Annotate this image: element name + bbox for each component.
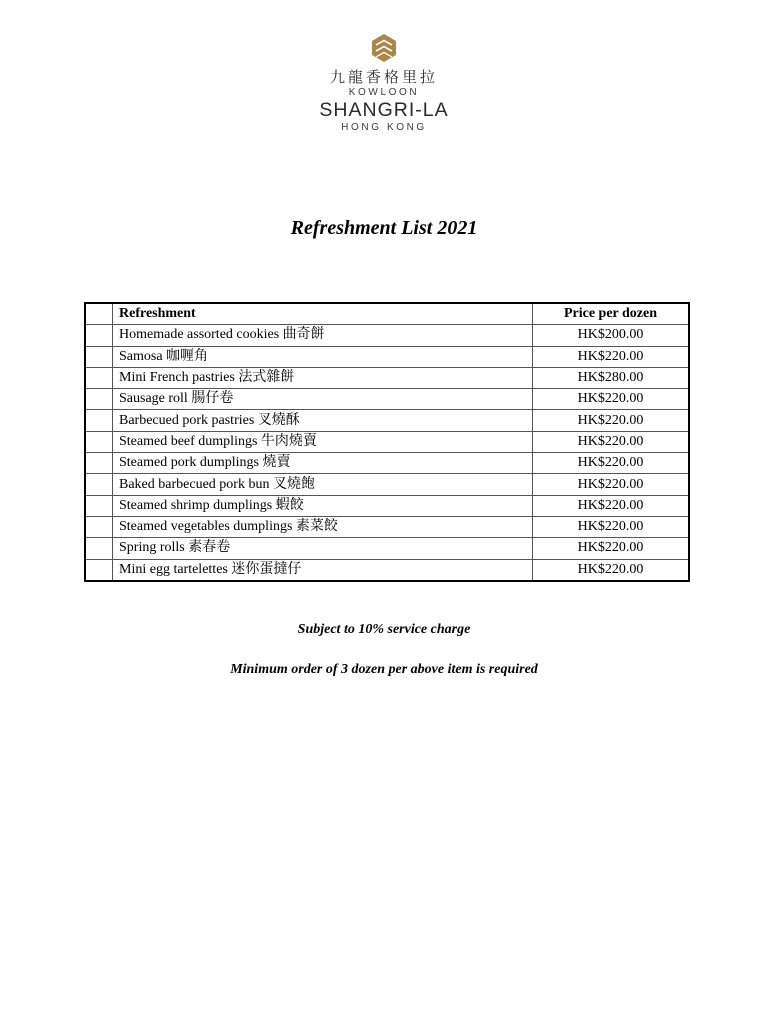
table-row — [85, 495, 689, 516]
row-blank-cell — [85, 453, 113, 474]
table-row — [85, 559, 689, 581]
row-blank-cell — [85, 346, 113, 367]
refreshment-name: Barbecued pork pastries 叉燒酥 — [113, 410, 533, 431]
refreshment-name: Sausage roll 腸仔卷 — [113, 389, 533, 410]
table-row — [85, 325, 689, 346]
table-row — [85, 346, 689, 367]
row-blank-cell — [85, 367, 113, 388]
refreshment-name: Mini French pastries 法式雜餅 — [113, 367, 533, 388]
row-blank-cell — [85, 495, 113, 516]
table-row — [85, 389, 689, 410]
refreshment-price: HK$220.00 — [533, 559, 690, 581]
refreshment-name: Steamed shrimp dumplings 蝦餃 — [113, 495, 533, 516]
refreshment-price: HK$220.00 — [533, 389, 690, 410]
row-blank-cell — [85, 410, 113, 431]
shangri-la-emblem-icon — [372, 34, 396, 62]
header-price: Price per dozen — [533, 303, 690, 325]
row-blank-cell — [85, 389, 113, 410]
refreshment-name: Mini egg tartelettes 迷你蛋撻仔 — [113, 559, 533, 581]
logo-chinese-name: 九龍香格里拉 — [329, 68, 438, 86]
refreshment-price: HK$280.00 — [533, 367, 690, 388]
refreshment-price: HK$220.00 — [533, 538, 690, 559]
header-refreshment: Refreshment — [113, 303, 533, 325]
row-blank-cell — [85, 538, 113, 559]
refreshment-name: Steamed beef dumplings 牛肉燒賣 — [113, 431, 533, 452]
hotel-logo — [0, 34, 768, 134]
service-charge-note: Subject to 10% service charge — [297, 622, 471, 637]
refreshment-price: HK$220.00 — [533, 474, 690, 495]
refreshment-name: Homemade assorted cookies 曲奇餅 — [113, 325, 533, 346]
refreshment-price: HK$220.00 — [533, 495, 690, 516]
table-row — [85, 516, 689, 537]
row-blank-cell — [85, 325, 113, 346]
row-blank-cell — [85, 516, 113, 537]
minimum-order-note: Minimum order of 3 dozen per above item is required — [230, 662, 538, 677]
header-blank-cell — [85, 303, 113, 325]
table-row — [85, 474, 689, 495]
row-blank-cell — [85, 474, 113, 495]
table-row — [85, 410, 689, 431]
row-blank-cell — [85, 559, 113, 581]
table-row — [85, 431, 689, 452]
refreshment-name: Steamed vegetables dumplings 素菜餃 — [113, 516, 533, 537]
refreshment-name: Spring rolls 素春卷 — [113, 538, 533, 559]
row-blank-cell — [85, 431, 113, 452]
table-row — [85, 367, 689, 388]
table-header-row — [85, 303, 689, 325]
logo-location-hong-kong: HONG KONG — [341, 122, 427, 133]
refreshment-price: HK$220.00 — [533, 453, 690, 474]
refreshment-price: HK$200.00 — [533, 325, 690, 346]
refreshment-price: HK$220.00 — [533, 516, 690, 537]
refreshment-price: HK$220.00 — [533, 410, 690, 431]
refreshment-name: Steamed pork dumplings 燒賣 — [113, 453, 533, 474]
refreshment-table — [84, 302, 690, 582]
page-title: Refreshment List 2021 — [290, 217, 478, 239]
refreshment-name: Samosa 咖喱角 — [113, 346, 533, 367]
logo-location-kowloon: KOWLOON — [348, 87, 420, 98]
refreshment-name: Baked barbecued pork bun 叉燒飽 — [113, 474, 533, 495]
logo-brand-name: SHANGRI-LA — [319, 99, 449, 121]
refreshment-price: HK$220.00 — [533, 431, 690, 452]
table-row — [85, 538, 689, 559]
refreshment-price: HK$220.00 — [533, 346, 690, 367]
table-row — [85, 453, 689, 474]
